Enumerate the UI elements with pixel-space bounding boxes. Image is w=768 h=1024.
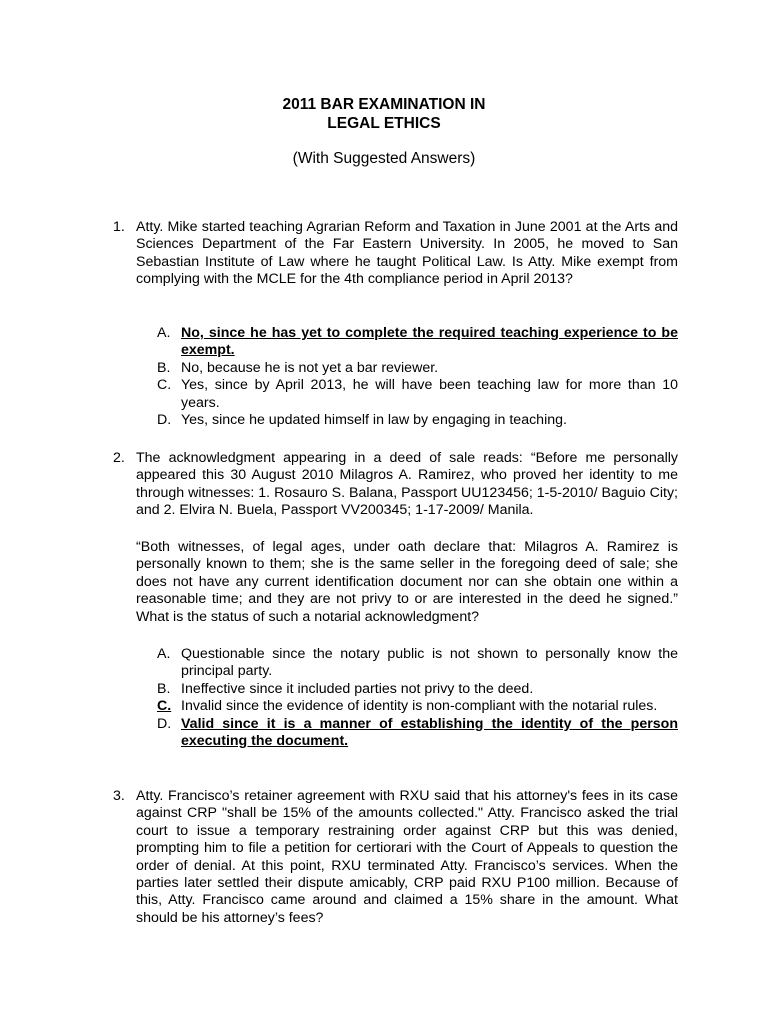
question-text: Atty. Francisco’s retainer agreement with RXU said that his attorney's fees in its case against CRP "shall be 15% of the amounts collected." Atty. Francisco asked the trial court to issue a temporary restraining order against CRP but this was denied, prompting him to file a petition for certiorari with the Court of Appeals to question the order of denial. At this point, RXU terminated Atty. Francisco’s services. When the parties later settled their dispute amicably, CRP paid RXU P100 million. Because of this, Atty. Francisco came around and claimed a 15% share in the amount. What should be his attorney’s fees?	[136, 788, 678, 926]
option-d	[157, 716, 678, 751]
option-text: Yes, since he updated himself in law by engaging in teaching.	[181, 412, 567, 429]
question-number: 3.	[113, 788, 125, 804]
option-a	[157, 325, 678, 360]
question-text: The acknowledgment appearing in a deed of sale reads: “Before me personally appeared this 30 August 2010 Milagros A. Ramirez, who proved her identity to me through witnesses: 1. Rosauro S. Balana, Passport UU123456; 1-5-2010/ Baguio City; and 2. Elvira N. Buela, Passport VV200345; 1-17-2009/ Manila.	[136, 450, 678, 519]
option-letter: D.	[157, 715, 172, 732]
option-b	[157, 360, 678, 377]
option-text: Invalid since the evidence of identity is non-compliant with the notarial rules.	[181, 698, 658, 715]
option-letter: C.	[157, 377, 172, 394]
option-a	[157, 646, 678, 681]
option-text: Ineffective since it included parties not privy to the deed.	[181, 680, 534, 697]
option-text: No, because he is not yet a bar reviewer.	[181, 359, 439, 376]
title-line-2: LEGAL ETHICS	[327, 115, 441, 132]
option-b	[157, 681, 678, 698]
option-text-suggested-answer: No, since he has yet to complete the required teaching experience to be exempt.	[181, 325, 678, 359]
options-list	[157, 325, 678, 429]
option-text: Yes, since by April 2013, he will have been teaching law for more than 10 years.	[181, 377, 678, 411]
question-number: 1.	[113, 219, 125, 235]
option-text: Questionable since the notary public is not shown to personally know the principal party.	[181, 646, 678, 680]
option-letter: A.	[157, 646, 171, 662]
question-text-continued: “Both witnesses, of legal ages, under oath declare that: Milagros A. Ramirez is personally known to them; she is the same seller in the foregoing deed of sale; she does not have any current identification document nor can she obtain one within a reasonable time; and they are not privy to or are interested in the deed he signed.” What is the status of such a notarial acknowledgment?	[136, 539, 678, 625]
question-text: Atty. Mike started teaching Agrarian Reform and Taxation in June 2001 at the Arts and Sciences Department of the Far Eastern University. In 2005, he moved to San Sebastian Institute of Law where he taught Political Law. Is Atty. Mike exempt from complying with the MCLE for the 4th compliance period in April 2013?	[136, 219, 678, 288]
option-letter: D.	[157, 412, 172, 429]
option-letter-suggested-answer: C.	[157, 698, 172, 715]
option-d	[157, 412, 678, 429]
option-c	[157, 698, 678, 715]
document-title	[0, 95, 768, 133]
option-c	[157, 377, 678, 412]
options-list	[157, 646, 678, 750]
option-letter: B.	[157, 680, 171, 697]
document-subtitle: (With Suggested Answers)	[292, 150, 476, 167]
question-number: 2.	[113, 450, 125, 466]
option-text-suggested-answer: Valid since it is a manner of establishing the identity of the person executing the document.	[181, 715, 678, 750]
title-line-1: 2011 BAR EXAMINATION IN	[282, 96, 486, 113]
option-letter: A.	[157, 325, 171, 341]
option-letter: B.	[157, 359, 171, 376]
